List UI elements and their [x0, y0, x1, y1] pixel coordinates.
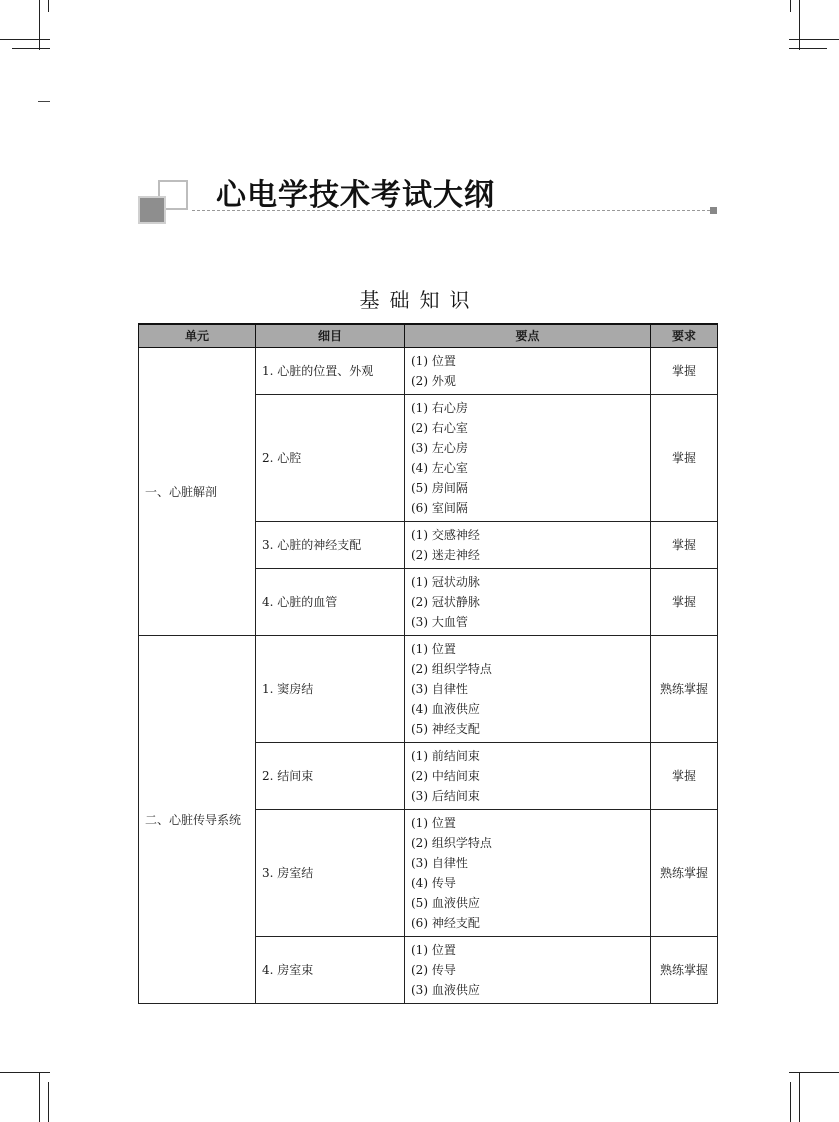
points-cell	[405, 522, 651, 569]
unit-cell: 二、心脏传导系统	[139, 636, 256, 1004]
requirement-cell: 熟练掌握	[651, 810, 718, 937]
point-item: (6) 神经支配	[411, 916, 480, 930]
point-item: (1) 位置	[411, 354, 456, 368]
point-item: (2) 组织学特点	[411, 836, 492, 850]
requirement-cell: 掌握	[651, 395, 718, 522]
title-dotted-rule	[192, 210, 710, 211]
point-item: (1) 位置	[411, 816, 456, 830]
header-unit: 单元	[139, 324, 256, 348]
point-item: (2) 中结间束	[411, 769, 480, 783]
requirement-cell: 掌握	[651, 743, 718, 810]
point-item: (2) 组织学特点	[411, 662, 492, 676]
points-cell	[405, 348, 651, 395]
table-row	[139, 636, 718, 743]
point-item: (5) 血液供应	[411, 896, 480, 910]
points-cell	[405, 569, 651, 636]
title-rule-end-square	[710, 207, 717, 214]
section-title: 基础知识	[359, 288, 480, 312]
point-item: (3) 自律性	[411, 682, 468, 696]
page-title: 心电学技术考试大纲	[216, 178, 495, 213]
point-item: (2) 迷走神经	[411, 548, 480, 562]
table-body	[139, 348, 718, 1004]
detail-cell: 2. 心腔	[256, 395, 405, 522]
point-item: (2) 传导	[411, 963, 456, 977]
point-item: (3) 左心房	[411, 441, 468, 455]
point-item: (5) 神经支配	[411, 722, 480, 736]
title-deco-square-filled	[138, 196, 166, 224]
point-item: (3) 大血管	[411, 615, 468, 629]
detail-cell: 3. 心脏的神经支配	[256, 522, 405, 569]
requirement-cell: 掌握	[651, 522, 718, 569]
requirement-cell: 掌握	[651, 348, 718, 395]
detail-cell: 4. 心脏的血管	[256, 569, 405, 636]
requirement-cell: 掌握	[651, 569, 718, 636]
point-item: (1) 位置	[411, 642, 456, 656]
point-item: (4) 血液供应	[411, 702, 480, 716]
point-item: (2) 右心室	[411, 421, 468, 435]
detail-cell: 1. 窦房结	[256, 636, 405, 743]
point-item: (1) 交感神经	[411, 528, 480, 542]
points-cell	[405, 636, 651, 743]
detail-cell: 1. 心脏的位置、外观	[256, 348, 405, 395]
point-item: (2) 冠状静脉	[411, 595, 480, 609]
point-item: (3) 血液供应	[411, 983, 480, 997]
points-cell	[405, 810, 651, 937]
point-item: (1) 前结间束	[411, 749, 480, 763]
unit-cell: 一、心脏解剖	[139, 348, 256, 636]
header-points: 要点	[405, 324, 651, 348]
point-item: (1) 位置	[411, 943, 456, 957]
detail-cell: 3. 房室结	[256, 810, 405, 937]
table-row	[139, 348, 718, 395]
header-detail: 细目	[256, 324, 405, 348]
syllabus-table	[138, 323, 718, 1004]
requirement-cell: 熟练掌握	[651, 636, 718, 743]
point-item: (5) 房间隔	[411, 481, 468, 495]
detail-cell: 4. 房室束	[256, 937, 405, 1004]
point-item: (3) 后结间束	[411, 789, 480, 803]
detail-cell: 2. 结间束	[256, 743, 405, 810]
point-item: (4) 传导	[411, 876, 456, 890]
points-cell	[405, 937, 651, 1004]
point-item: (2) 外观	[411, 374, 456, 388]
point-item: (3) 自律性	[411, 856, 468, 870]
point-item: (1) 右心房	[411, 401, 468, 415]
point-item: (4) 左心室	[411, 461, 468, 475]
point-item: (1) 冠状动脉	[411, 575, 480, 589]
margin-dash	[38, 101, 50, 102]
point-item: (6) 室间隔	[411, 501, 468, 515]
points-cell	[405, 395, 651, 522]
table-header-row	[139, 324, 718, 348]
points-cell	[405, 743, 651, 810]
header-requirement: 要求	[651, 324, 718, 348]
requirement-cell: 熟练掌握	[651, 937, 718, 1004]
